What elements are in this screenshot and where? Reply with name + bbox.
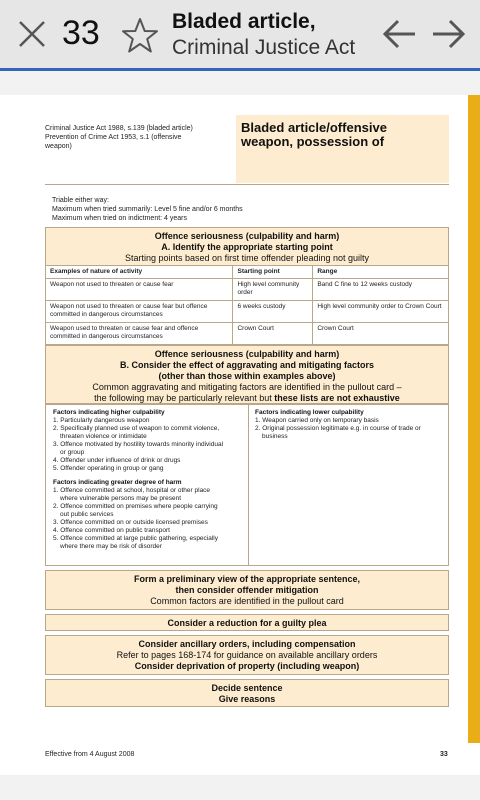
range-cell: Band C fine to 12 weeks custody [313,279,449,301]
section-b-line4: Common aggravating and mitigating factors are identified in the pullout card – [92,382,402,392]
section-a-heading [45,227,449,266]
factor-item: where vulnerable persons may be present [60,495,182,502]
factor-item: 5. Offender operating in group or gang [53,465,164,472]
table-row [46,323,449,345]
offence-title-line: Bladed article/offensive [241,120,387,135]
legislation-line: weapon) [45,143,72,150]
column-header: Examples of nature of activity [46,266,233,279]
forward-button[interactable] [428,14,468,54]
section-b-line3: (other than those within examples above) [158,371,336,381]
factors-left-column [53,409,243,551]
range-cell: High level community order to Crown Court [313,301,449,323]
arrow-right-icon [430,19,466,49]
factor-item: 2. Specifically planned use of weapon to commit violence, [53,425,220,432]
offence-title-box [236,115,449,183]
table-row [46,279,449,301]
lower-culpability-title: Factors indicating lower culpability [255,409,364,416]
factor-item: 3. Offence motivated by hostility towards minority individual [53,441,224,448]
ancillary-line1: Consider ancillary orders, including compensation [138,639,356,649]
higher-culpability-title: Factors indicating higher culpability [53,409,165,416]
offence-title [241,121,387,149]
triable-line: Maximum when tried on indictment: 4 years [52,215,187,222]
triable-line: Triable either way: [52,197,109,204]
bookmark-button[interactable] [118,14,162,58]
app-bar [0,0,480,68]
ancillary-line3: Consider deprivation of property (including weapon) [134,661,360,671]
factor-item: 5. Offence committed at large public gathering, especially [53,535,218,542]
prelim-line3: Common factors are identified in the pullout card [150,596,344,606]
offence-title-line: weapon, possession of [241,134,385,149]
range-cell: Crown Court [313,323,449,345]
starting-point-cell: 6 weeks custody [233,301,313,323]
factor-item: out public services [60,511,114,518]
close-button[interactable] [12,14,52,54]
factor-item: 1. Offence committed at school, hospital or other place [53,487,211,494]
appbar-divider [0,68,480,71]
factor-item: 3. Offence committed on or outside licensed premises [53,519,208,526]
section-b-line5-bold: these lists are not exhaustive [274,393,400,403]
factor-item: 4. Offender under influence of drink or drugs [53,457,181,464]
column-header: Starting point [233,266,313,279]
preliminary-view-box [45,570,449,610]
activity-cell: Weapon not used to threaten or cause fear [46,279,233,301]
section-a-line1: Offence seriousness (culpability and harm) [154,231,340,241]
prelim-line2: then consider offender mitigation [175,585,319,595]
title-line-1: Bladed article, [172,10,316,33]
decide-sentence-box [45,679,449,707]
table-row [46,301,449,323]
close-icon [17,19,47,49]
section-b-line1: Offence seriousness (culpability and harm) [154,349,340,359]
legislation-line: Prevention of Crime Act 1953, s.1 (offensive [45,134,182,141]
section-b-line5 [46,393,448,404]
page-number: 33 [62,14,100,52]
section-b-line5-plain: the following may be particularly relevant but [94,393,275,403]
section-b-line2: B. Consider the effect of aggravating and mitigating factors [119,360,375,370]
table-header-row [46,266,449,279]
document-page[interactable] [0,95,480,775]
factor-item: business [262,433,288,440]
legislation-line: Criminal Justice Act 1988, s.139 (bladed article) [45,125,193,132]
decide-line1: Decide sentence [211,683,283,693]
section-b-heading [45,345,449,404]
factor-item: threaten violence or intimidate [60,433,147,440]
factors-right-column [255,409,445,441]
back-button[interactable] [380,14,420,54]
divider [45,184,449,185]
section-a-line3: Starting points based on first time offender pleading not guilty [125,253,369,263]
ancillary-line2: Refer to pages 168-174 for guidance on available ancillary orders [116,650,378,660]
maximum-penalties [52,196,243,223]
star-icon [120,16,160,56]
factor-item: 1. Particularly dangerous weapon [53,417,150,424]
effective-date: Effective from 4 August 2008 [45,751,135,758]
legislation-references [45,124,233,151]
triable-line: Maximum when tried summarily: Level 5 fine and/or 6 months [52,206,243,213]
decide-line2: Give reasons [218,694,276,704]
factor-item: 4. Offence committed on public transport [53,527,170,534]
factor-item: where there may be risk of disorder [60,543,162,550]
factors-divider [248,405,249,565]
page-footer-number: 33 [440,751,448,758]
section-color-bar [468,95,480,743]
guilty-plea-line: Consider a reduction for a guilty plea [167,618,327,628]
arrow-left-icon [382,19,418,49]
column-header: Range [313,266,449,279]
greater-harm-title: Factors indicating greater degree of harm [53,479,182,486]
factor-item: 2. Original possession legitimate e.g. in course of trade or [255,425,421,432]
factor-item: 2. Offence committed on premises where people carrying [53,503,218,510]
starting-point-cell: High level community order [233,279,313,301]
prelim-line1: Form a preliminary view of the appropriate sentence, [133,574,361,584]
factors-table [45,404,449,566]
activity-cell: Weapon not used to threaten or cause fear but offence committed in dangerous circumstances [46,301,233,323]
activity-cell: Weapon used to threaten or cause fear and offence committed in dangerous circumstances [46,323,233,345]
ancillary-orders-box [45,635,449,675]
guilty-plea-box [45,614,449,631]
section-a-line2: A. Identify the appropriate starting point [161,242,333,252]
starting-points-table [45,265,449,345]
title-line-2: Criminal Justice Act [172,36,356,59]
factor-item: 1. Weapon carried only on temporary basis [255,417,379,424]
starting-point-cell: Crown Court [233,323,313,345]
factor-item: or group [60,449,85,456]
